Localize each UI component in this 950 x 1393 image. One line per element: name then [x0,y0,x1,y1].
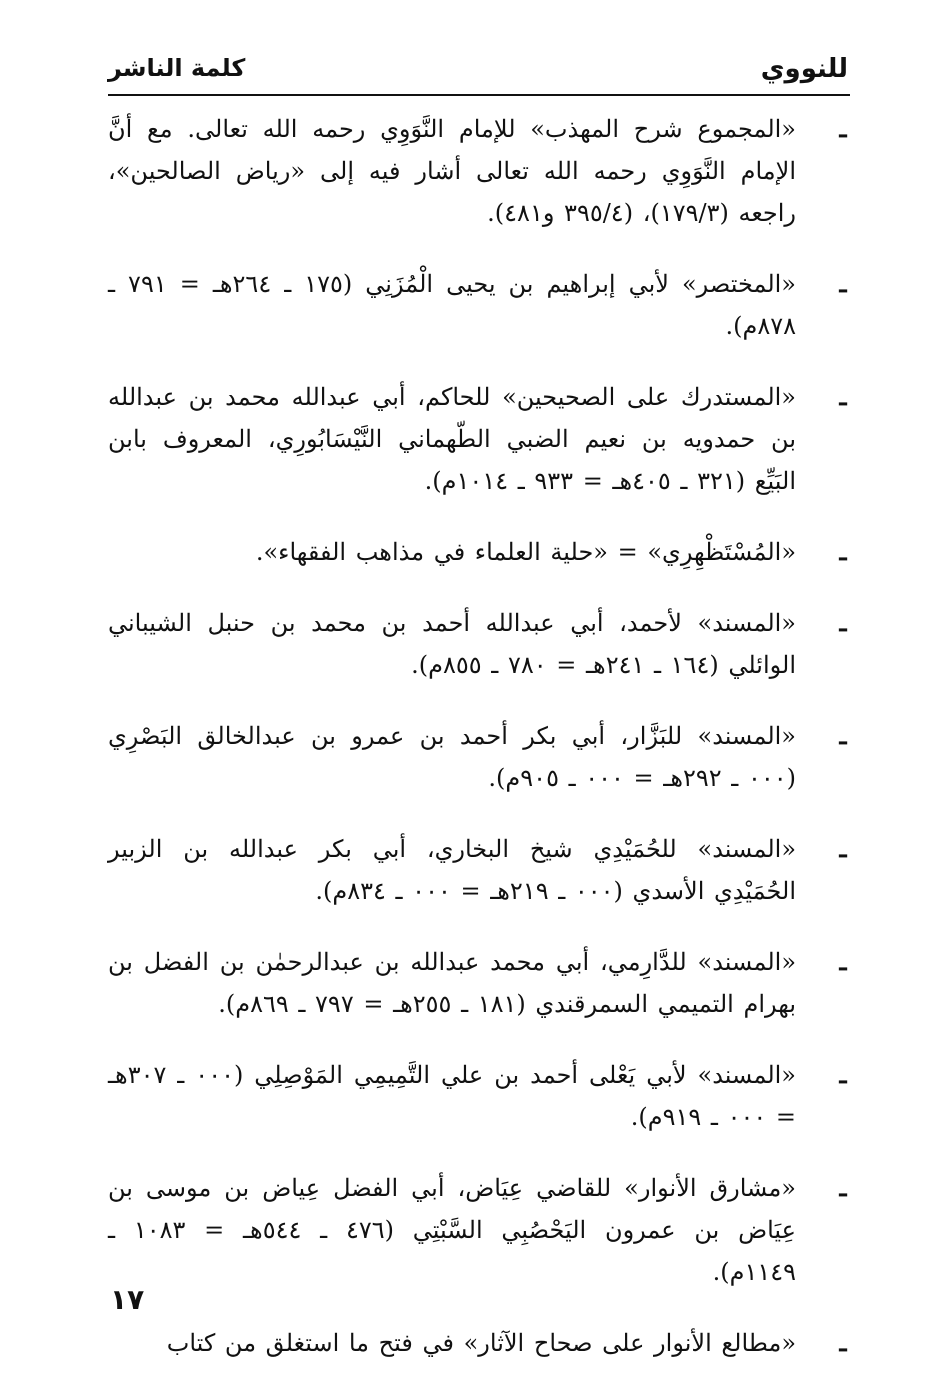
entry-text: «المختصر» لأبي إبراهيم بن يحيى الْمُزَنِي (١٧٥ ـ ٢٦٤هـ = ٧٩١ ـ ٨٧٨م). [108,270,796,340]
bibliography-entry [108,263,850,347]
entry-bullet: ـ [839,947,847,976]
entry-text: «المسند» للبَزَّار، أبي بكر أحمد بن عمرو بن عبدالخالق البَصْرِي (٠٠٠ ـ ٢٩٢هـ = ٠٠٠ ـ ٩٠٥م). [108,722,796,792]
page-number: ١٧ [110,1283,145,1316]
bibliography-entry [108,1054,850,1138]
bibliography-entry [108,1322,850,1364]
bibliography-entry [108,1167,850,1293]
header-rule [108,94,850,96]
bibliography-list [108,108,850,1393]
entry-text: «المستدرك على الصحيحين» للحاكم، أبي عبدالله محمد بن عبدالله بن حمدويه بن نعيم الضبي الطّهماني النَّيْسَابُورِي، المعروف بابن البَيِّع (٣٢١ ـ ٤٠٥هـ = ٩٣٣ ـ ١٠١٤م). [108,383,796,495]
entry-bullet: ـ [839,269,847,298]
entry-bullet: ـ [839,114,847,143]
bibliography-entry [108,715,850,799]
bibliography-entry [108,531,850,573]
bibliography-entry [108,108,850,234]
header-section-title: كلمة الناشر [108,54,246,82]
entry-text: «المسند» لأحمد، أبي عبدالله أحمد بن محمد بن حنبل الشيباني الوائلي (١٦٤ ـ ٢٤١هـ = ٧٨٠ ـ ٨٥٥م). [108,609,796,679]
entry-bullet: ـ [839,608,847,637]
entry-bullet: ـ [839,1328,847,1357]
entry-bullet: ـ [839,1173,847,1202]
entry-text: «المسند» لأبي يَعْلى أحمد بن علي التَّمِيمِي المَوْصِلِي (٠٠٠ ـ ٣٠٧هـ = ٠٠٠ ـ ٩١٩م). [108,1061,796,1131]
bibliography-entry [108,376,850,502]
entry-bullet: ـ [839,721,847,750]
entry-text: «مطالع الأنوار على صحاح الآثار» في فتح ما استغلق من كتاب [166,1329,796,1357]
bibliography-entry [108,828,850,912]
bibliography-entry [108,602,850,686]
entry-text: «مشارق الأنوار» للقاضي عِيَاض، أبي الفضل عِياض بن موسى بن عِيَاض بن عمرون اليَحْصُبِي السَّبْتِي (٤٧٦ ـ ٥٤٤هـ = ١٠٨٣ ـ ١١٤٩م). [108,1174,796,1286]
bibliography-entry [108,941,850,1025]
entry-text: «المسند» للدَّارِمي، أبي محمد عبدالله بن عبدالرحمٰن بن الفضل بن بهرام التميمي السمرقندي (١٨١ ـ ٢٥٥هـ = ٧٩٧ ـ ٨٦٩م). [108,948,796,1018]
entry-text: «المسند» للحُمَيْدِي شيخ البخاري، أبي بكر عبدالله بن الزبير الحُمَيْدِي الأسدي (٠٠٠ ـ ٢١٩هـ = ٠٠٠ ـ ٨٣٤م). [108,835,796,905]
entry-bullet: ـ [839,537,847,566]
header-book-title: للنووي [760,54,848,84]
entry-text: «المُسْتَظْهِرِي» = «حلية العلماء في مذاهب الفقهاء». [255,538,796,566]
entry-bullet: ـ [839,834,847,863]
entry-bullet: ـ [839,382,847,411]
entry-text: «المجموع شرح المهذب» للإمام النَّوَوِي رحمه الله تعالى. مع أنَّ الإمام النَّوَوِي رحمه الله تعالى أشار فيه إلى «رياض الصالحين»، راجعه (١٧٩/٣)، (٣٩٥/٤ و٤٨١). [108,115,797,227]
entry-bullet: ـ [839,1060,847,1089]
running-header [108,50,848,90]
